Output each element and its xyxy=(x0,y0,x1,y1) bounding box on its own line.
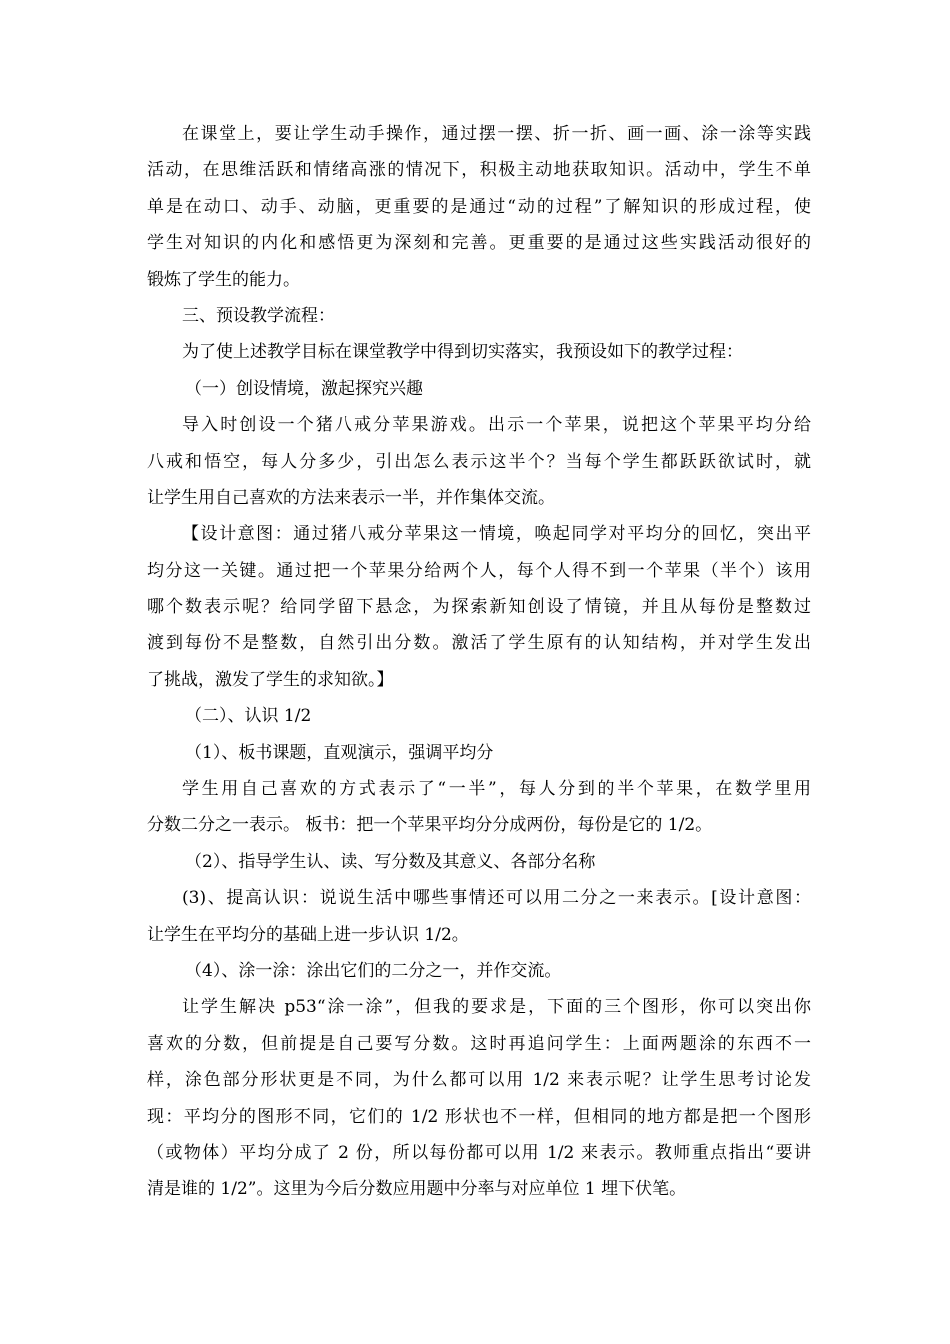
text-line: 【设计意图：通过猪八戒分苹果这一情境，唤起同学对平均分的回忆，突出平 xyxy=(182,524,811,545)
paragraph xyxy=(147,298,811,334)
paragraph xyxy=(147,698,811,734)
paragraph xyxy=(147,334,811,370)
paragraph xyxy=(147,516,811,698)
paragraph xyxy=(147,844,811,880)
text-line: 学生用自己喜欢的方式表示了“一半”，每人分到的半个苹果，在数学里用 xyxy=(182,779,811,800)
text-line: 哪个数表示呢？给同学留下悬念，为探索新知创设了情镜，并且从每份是整数过 xyxy=(147,597,811,618)
paragraph xyxy=(147,735,811,771)
paragraph xyxy=(147,953,811,989)
text-line: （二）、认识 1/2 xyxy=(185,706,312,727)
text-line: 让学生解决 p53“涂一涂”，但我的要求是，下面的三个图形，你可以突出你 xyxy=(182,997,811,1018)
text-line: 导入时创设一个猪八戒分苹果游戏。出示一个苹果，说把这个苹果平均分给 xyxy=(182,415,811,436)
paragraph xyxy=(147,771,811,844)
text-line: (3)、提高认识：说说生活中哪些事情还可以用二分之一来表示。[设计意图： xyxy=(182,888,811,909)
text-line: （一）创设情境，激起探究兴趣 xyxy=(185,378,423,399)
text-line: （1）、板书课题，直观演示，强调平均分 xyxy=(185,742,494,763)
text-line: 活动，在思维活跃和情绪高涨的情况下，积极主动地获取知识。活动中，学生不单 xyxy=(147,160,811,181)
text-line: 喜欢的分数，但前提是自己要写分数。这时再追问学生：上面两题涂的东西不一 xyxy=(147,1033,811,1054)
text-line: 清是谁的 1/2”。这里为今后分数应用题中分率与对应单位 1 埋下伏笔。 xyxy=(147,1179,687,1200)
text-line: 让学生在平均分的基础上进一步认识 1/2。 xyxy=(147,924,469,945)
text-line: 渡到每份不是整数，自然引出分数。激活了学生原有的认知结构，并对学生发出 xyxy=(147,633,811,654)
paragraph xyxy=(147,116,811,298)
text-line: 样，涂色部分形状更是不同，为什么都可以用 1/2 来表示呢？让学生思考讨论发 xyxy=(147,1070,811,1091)
document-body xyxy=(147,116,811,1208)
paragraph xyxy=(147,371,811,407)
text-line: 了挑战，激发了学生的求知欲。】 xyxy=(147,669,394,690)
document-page xyxy=(147,116,811,1208)
paragraph xyxy=(147,989,811,1207)
text-line: 为了使上述教学目标在课堂教学中得到切实落实，我预设如下的教学过程： xyxy=(182,342,743,363)
text-line: 锻炼了学生的能力。 xyxy=(147,269,300,290)
text-line: 在课堂上，要让学生动手操作，通过摆一摆、折一折、画一画、涂一涂等实践 xyxy=(182,124,811,144)
text-line: （4）、涂一涂：涂出它们的二分之一，并作交流。 xyxy=(185,960,562,981)
paragraph xyxy=(147,880,811,953)
text-line: 现：平均分的图形不同，它们的 1/2 形状也不一样，但相同的地方都是把一个图形 xyxy=(147,1106,811,1127)
text-line: （或物体）平均分成了 2 份，所以每份都可以用 1/2 来表示。教师重点指出“要讲 xyxy=(147,1142,811,1163)
paragraph xyxy=(147,407,811,516)
text-line: 均分这一关键。通过把一个苹果分给两个人，每个人得不到一个苹果（半个）该用 xyxy=(147,560,811,581)
text-line: 分数二分之一表示。 板书：把一个苹果平均分分成两份，每份是它的 1/2。 xyxy=(147,815,713,836)
text-line: 八戒和悟空，每人分多少，引出怎么表示这半个？当每个学生都跃跃欲试时，就 xyxy=(147,451,811,472)
text-line: （2）、指导学生认、读、写分数及其意义、各部分名称 xyxy=(185,851,596,872)
text-line: 三、预设教学流程： xyxy=(182,305,335,326)
text-line: 让学生用自己喜欢的方法来表示一半，并作集体交流。 xyxy=(147,487,555,508)
text-line: 学生对知识的内化和感悟更为深刻和完善。更重要的是通过这些实践活动很好的 xyxy=(147,233,811,254)
text-line: 单是在动口、动手、动脑，更重要的是通过“动的过程”了解知识的形成过程，使 xyxy=(147,196,811,217)
